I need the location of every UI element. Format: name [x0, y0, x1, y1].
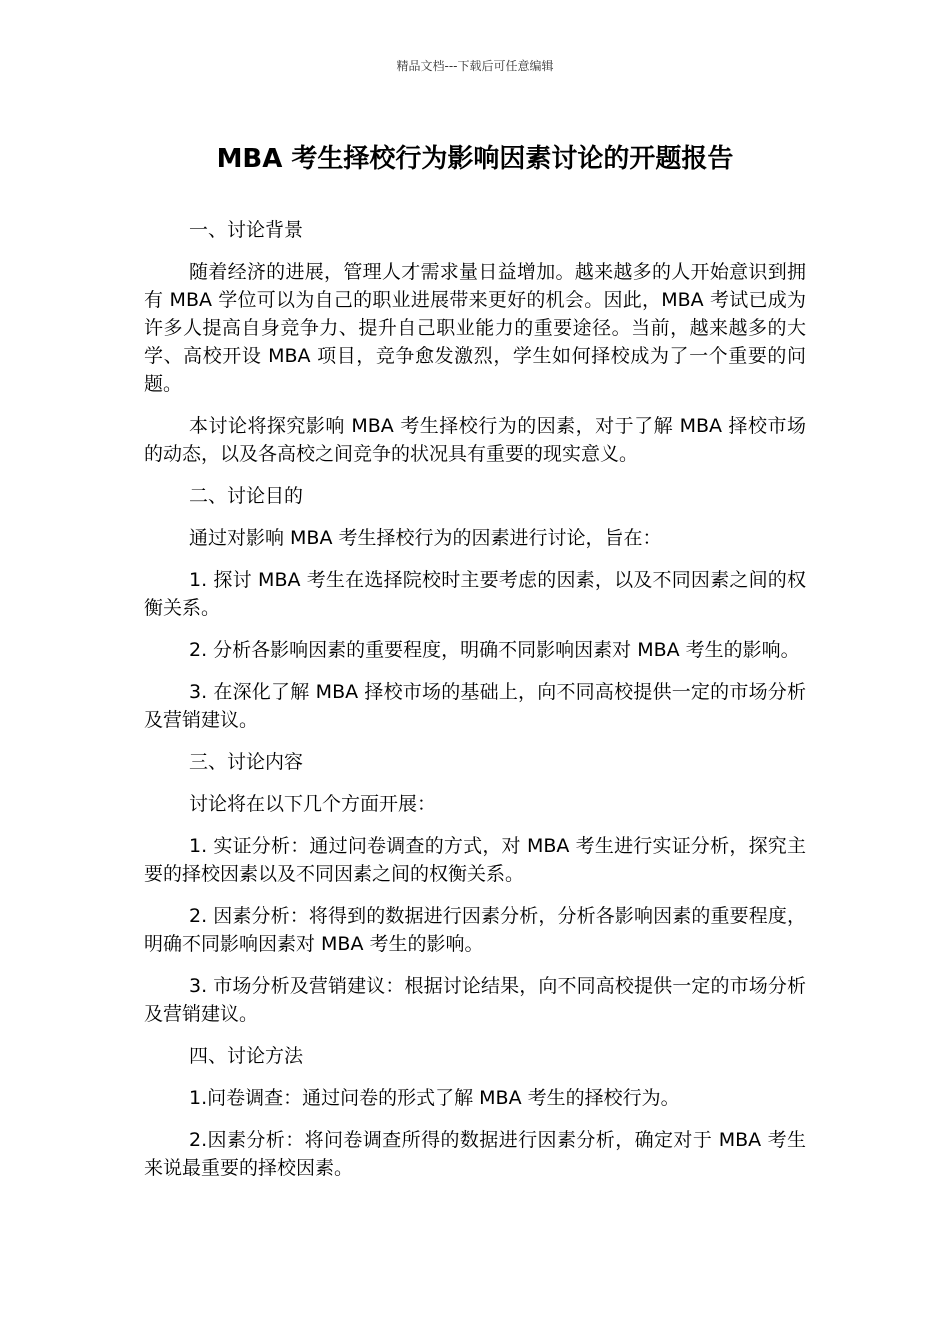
section-heading-methods: 四、讨论方法 [189, 1045, 304, 1067]
paragraph: 讨论将在以下几个方面开展： [189, 793, 437, 815]
list-item: 2.因素分析：将问卷调查所得的数据进行因素分析，确定对于 MBA 考生来说最重要的择校因素。 [144, 1129, 806, 1179]
list-item: 2. 分析各影响因素的重要程度，明确不同影响因素对 MBA 考生的影响。 [189, 639, 800, 661]
document-body [144, 216, 806, 1196]
paragraph: 通过对影响 MBA 考生择校行为的因素进行讨论，旨在： [189, 527, 662, 549]
list-item: 2. 因素分析：将得到的数据进行因素分析，分析各影响因素的重要程度，明确不同影响因素对 MBA 考生的影响。 [144, 905, 806, 955]
list-item: 1. 实证分析：通过问卷调查的方式，对 MBA 考生进行实证分析，探究主要的择校因素以及不同因素之间的权衡关系。 [144, 835, 806, 885]
section-heading-content: 三、讨论内容 [189, 751, 304, 773]
list-item: 3. 在深化了解 MBA 择校市场的基础上，向不同高校提供一定的市场分析及营销建议。 [144, 681, 806, 731]
document-title: MBA 考生择校行为影响因素讨论的开题报告 [216, 144, 734, 174]
section-heading-background: 一、讨论背景 [189, 219, 304, 241]
paragraph: 随着经济的进展，管理人才需求量日益增加。越来越多的人开始意识到拥有 MBA 学位可以为自己的职业进展带来更好的机会。因此，MBA 考试已成为许多人提高自身竞争力、提升自己职业能力的重要途径。当前，越来越多的大学、高校开设 MBA 项目，竞争愈发激烈，学生如何择校成为了一个重要的问题。 [144, 261, 806, 395]
list-item: 1. 探讨 MBA 考生在选择院校时主要考虑的因素，以及不同因素之间的权衡关系。 [144, 569, 806, 619]
paragraph: 本讨论将探究影响 MBA 考生择校行为的因素，对于了解 MBA 择校市场的动态，以及各高校之间竞争的状况具有重要的现实意义。 [144, 415, 806, 465]
list-item: 3. 市场分析及营销建议：根据讨论结果，向不同高校提供一定的市场分析及营销建议。 [144, 975, 806, 1025]
list-item: 1.问卷调查：通过问卷的形式了解 MBA 考生的择校行为。 [189, 1087, 680, 1109]
section-heading-purpose: 二、讨论目的 [189, 485, 304, 507]
page-header: 精品文档---下载后可任意编辑 [396, 59, 554, 73]
